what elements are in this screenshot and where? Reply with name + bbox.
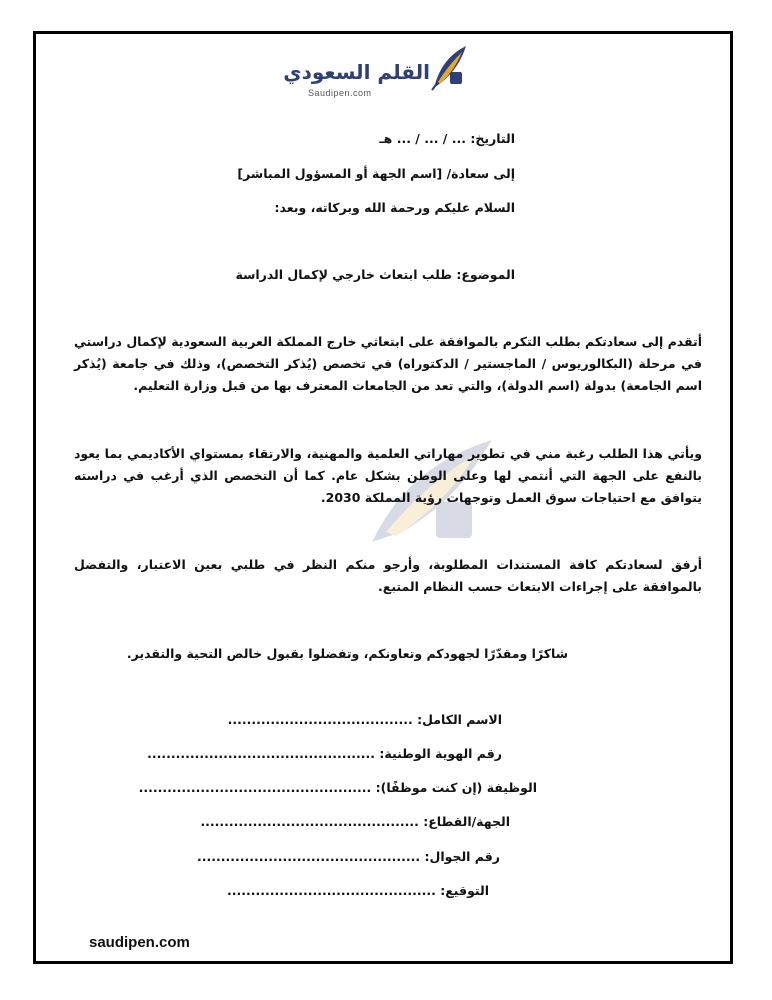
logo-name: القلم السعودي: [283, 60, 430, 84]
sector-field: الجهة/القطاع: ..............................................: [200, 814, 510, 829]
quill-pen-icon: [428, 42, 470, 94]
paragraph-attachments: أرفق لسعادتكم كافة المستندات المطلوبة، وأرجو منكم النظر في طلبي بعين الاعتبار، والتفضل بالموافقة على إجراءات الابتعاث حسب النظام المتبع.: [74, 557, 702, 594]
date-line: التاريخ: ... / ... / ... هـ: [379, 131, 515, 146]
recipient-line: إلى سعادة/ [اسم الجهة أو المسؤول المباشر]: [237, 166, 515, 181]
job-field: الوظيفة (إن كنت موظفًا): .................................................: [138, 780, 537, 795]
closing-line: شاكرًا ومقدّرًا لجهودكم وتعاونكم، وتفضلوا بقبول خالص التحية والتقدير.: [126, 646, 568, 661]
footer-site: saudipen.com: [89, 934, 190, 951]
paragraph-motivation: ويأتي هذا الطلب رغبة مني في تطوير مهاراتي العلمية والمهنية، والارتقاء بمستواي الأكاديمي بما يعود بالنفع على الجهة التي أنتمي لها وعلى الوطن بشكل عام. كما أن التخصص الذي أرغب في دراسته يتوافق مع احتياجات سوق العمل وتوجهات رؤية المملكة 2030.: [74, 446, 702, 505]
national-id-field: رقم الهوية الوطنية: ................................................: [147, 746, 502, 761]
subject-line: الموضوع: طلب ابتعاث خارجي لإكمال الدراسة: [235, 267, 515, 282]
signature-field: التوقيع: ............................................: [226, 883, 489, 898]
logo-site: Saudipen.com: [308, 88, 372, 98]
mobile-field: رقم الجوال: ...............................................: [196, 849, 500, 864]
paragraph-request: أتقدم إلى سعادتكم بطلب التكرم بالموافقة على ابتعاثي خارج المملكة العربية السعودية لإكمال دراستي في مرحلة (البكالوريوس / الماجستير / الدكتوراه) في تخصص (يُذكر التخصص)، وذلك في جامعة (يُذكر اسم الجامعة) بدولة (اسم الدولة)، والتي تعد من الجامعات المعترف بها من قبل وزارة التعليم.: [74, 334, 702, 393]
greeting-line: السلام عليكم ورحمة الله وبركاته، وبعد:: [274, 200, 515, 215]
full-name-field: الاسم الكامل: .......................................: [227, 712, 502, 727]
logo: [283, 42, 470, 104]
